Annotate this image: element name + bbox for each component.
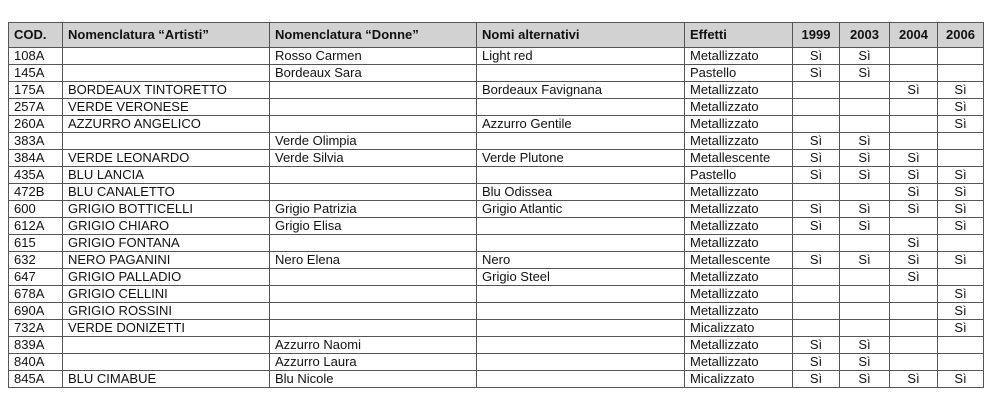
cod-cell: 145A [9,65,63,82]
nomi-alternativi-cell: Grigio Atlantic [477,201,685,218]
year-2003-cell [840,303,890,320]
year-2003-cell [840,82,890,99]
effetti-cell: Metallizzato [685,48,793,65]
table-row [9,116,984,133]
cod-cell: 383A [9,133,63,150]
header-effetti: Effetti [685,23,793,48]
effetti-cell: Metallizzato [685,116,793,133]
effetti-cell: Micalizzato [685,320,793,337]
donne-cell [270,286,477,303]
donne-cell: Grigio Elisa [270,218,477,235]
year-2004-cell: Sì [890,150,938,167]
year-2003-cell [840,320,890,337]
table-row [9,201,984,218]
year-2003-cell: Sì [840,167,890,184]
nomi-alternativi-cell: Verde Plutone [477,150,685,167]
effetti-cell: Metallizzato [685,133,793,150]
header-year-2004: 2004 [890,23,938,48]
table-row [9,82,984,99]
header-year-2003: 2003 [840,23,890,48]
year-2006-cell: Sì [938,82,984,99]
cod-cell: 257A [9,99,63,116]
donne-cell [270,82,477,99]
effetti-cell: Metallizzato [685,82,793,99]
effetti-cell: Micalizzato [685,371,793,388]
table-row [9,337,984,354]
year-2004-cell [890,116,938,133]
year-1999-cell: Sì [793,371,840,388]
year-2004-cell [890,218,938,235]
artisti-cell: GRIGIO CHIARO [63,218,270,235]
year-2006-cell: Sì [938,167,984,184]
donne-cell [270,184,477,201]
year-2006-cell: Sì [938,371,984,388]
year-2003-cell: Sì [840,252,890,269]
header-year-1999: 1999 [793,23,840,48]
donne-cell [270,235,477,252]
year-2003-cell [840,184,890,201]
year-1999-cell: Sì [793,65,840,82]
cod-cell: 840A [9,354,63,371]
artisti-cell: BLU CANALETTO [63,184,270,201]
year-2004-cell [890,286,938,303]
year-2004-cell: Sì [890,252,938,269]
year-2003-cell: Sì [840,337,890,354]
year-2004-cell [890,320,938,337]
cod-cell: 472B [9,184,63,201]
artisti-cell: GRIGIO FONTANA [63,235,270,252]
year-2003-cell: Sì [840,354,890,371]
table-body [9,48,984,388]
donne-cell [270,167,477,184]
header-nomi-alternativi: Nomi alternativi [477,23,685,48]
year-2003-cell [840,286,890,303]
donne-cell: Blu Nicole [270,371,477,388]
year-2006-cell [938,235,984,252]
cod-cell: 108A [9,48,63,65]
artisti-cell [63,65,270,82]
artisti-cell: AZZURRO ANGELICO [63,116,270,133]
year-1999-cell: Sì [793,201,840,218]
header-cod: COD. [9,23,63,48]
year-2006-cell: Sì [938,320,984,337]
year-2003-cell: Sì [840,218,890,235]
effetti-cell: Metallizzato [685,218,793,235]
donne-cell [270,320,477,337]
nomi-alternativi-cell: Bordeaux Favignana [477,82,685,99]
donne-cell: Nero Elena [270,252,477,269]
year-2004-cell: Sì [890,371,938,388]
artisti-cell: VERDE DONIZETTI [63,320,270,337]
nomi-alternativi-cell: Blu Odissea [477,184,685,201]
year-2003-cell: Sì [840,201,890,218]
table-row [9,167,984,184]
table-row [9,303,984,320]
nomi-alternativi-cell [477,167,685,184]
header-year-2006: 2006 [938,23,984,48]
donne-cell [270,116,477,133]
nomi-alternativi-cell: Azzurro Gentile [477,116,685,133]
artisti-cell: GRIGIO ROSSINI [63,303,270,320]
artisti-cell [63,354,270,371]
year-2006-cell [938,150,984,167]
year-2003-cell: Sì [840,133,890,150]
year-1999-cell: Sì [793,48,840,65]
table-row [9,184,984,201]
year-2006-cell [938,337,984,354]
nomi-alternativi-cell: Light red [477,48,685,65]
effetti-cell: Metallizzato [685,269,793,286]
year-1999-cell [793,82,840,99]
artisti-cell: VERDE LEONARDO [63,150,270,167]
artisti-cell: GRIGIO CELLINI [63,286,270,303]
year-1999-cell [793,99,840,116]
table-row [9,235,984,252]
year-1999-cell [793,320,840,337]
year-2006-cell [938,354,984,371]
year-1999-cell: Sì [793,167,840,184]
table-row [9,218,984,235]
header-row [9,23,984,48]
donne-cell: Bordeaux Sara [270,65,477,82]
year-2006-cell [938,48,984,65]
year-2004-cell: Sì [890,184,938,201]
year-2006-cell: Sì [938,201,984,218]
year-2003-cell: Sì [840,371,890,388]
nomi-alternativi-cell: Nero [477,252,685,269]
year-1999-cell: Sì [793,354,840,371]
nomi-alternativi-cell [477,354,685,371]
table-row [9,48,984,65]
year-2006-cell: Sì [938,218,984,235]
nomi-alternativi-cell: Grigio Steel [477,269,685,286]
cod-cell: 732A [9,320,63,337]
table-row [9,99,984,116]
nomi-alternativi-cell [477,65,685,82]
year-1999-cell [793,303,840,320]
artisti-cell: GRIGIO BOTTICELLI [63,201,270,218]
nomi-alternativi-cell [477,303,685,320]
effetti-cell: Metallizzato [685,337,793,354]
year-1999-cell: Sì [793,252,840,269]
year-2006-cell [938,133,984,150]
effetti-cell: Metallizzato [685,184,793,201]
donne-cell [270,99,477,116]
year-2006-cell [938,65,984,82]
year-2006-cell [938,269,984,286]
year-1999-cell: Sì [793,133,840,150]
year-1999-cell [793,269,840,286]
cod-cell: 678A [9,286,63,303]
table-row [9,269,984,286]
artisti-cell: GRIGIO PALLADIO [63,269,270,286]
table-header [9,23,984,48]
year-2004-cell [890,303,938,320]
year-2003-cell [840,116,890,133]
year-2004-cell: Sì [890,167,938,184]
year-2004-cell [890,65,938,82]
year-2003-cell: Sì [840,48,890,65]
year-2004-cell [890,48,938,65]
cod-cell: 384A [9,150,63,167]
year-2006-cell: Sì [938,116,984,133]
year-2006-cell: Sì [938,252,984,269]
artisti-cell: BLU LANCIA [63,167,270,184]
cod-cell: 632 [9,252,63,269]
year-1999-cell [793,116,840,133]
table-row [9,286,984,303]
year-2003-cell: Sì [840,150,890,167]
artisti-cell: VERDE VERONESE [63,99,270,116]
artisti-cell: BORDEAUX TINTORETTO [63,82,270,99]
artisti-cell: NERO PAGANINI [63,252,270,269]
table-row [9,65,984,82]
nomi-alternativi-cell [477,320,685,337]
year-2006-cell: Sì [938,286,984,303]
year-2004-cell: Sì [890,201,938,218]
year-1999-cell: Sì [793,337,840,354]
nomi-alternativi-cell [477,133,685,150]
year-2003-cell [840,99,890,116]
nomi-alternativi-cell [477,235,685,252]
year-2006-cell: Sì [938,184,984,201]
header-nomenclatura-artisti: Nomenclatura “Artisti” [63,23,270,48]
donne-cell [270,303,477,320]
artisti-cell [63,337,270,354]
nomi-alternativi-cell [477,286,685,303]
year-2006-cell: Sì [938,303,984,320]
cod-cell: 612A [9,218,63,235]
table-row [9,150,984,167]
nomi-alternativi-cell [477,99,685,116]
cod-cell: 600 [9,201,63,218]
year-2004-cell [890,354,938,371]
year-1999-cell [793,235,840,252]
donne-cell: Verde Olimpia [270,133,477,150]
year-2003-cell [840,235,890,252]
effetti-cell: Metallizzato [685,303,793,320]
artisti-cell: BLU CIMABUE [63,371,270,388]
donne-cell: Azzurro Naomi [270,337,477,354]
effetti-cell: Metallizzato [685,201,793,218]
donne-cell [270,269,477,286]
year-2004-cell [890,337,938,354]
effetti-cell: Metallescente [685,252,793,269]
year-2004-cell [890,133,938,150]
nomi-alternativi-cell [477,218,685,235]
cod-cell: 845A [9,371,63,388]
cod-cell: 175A [9,82,63,99]
effetti-cell: Metallizzato [685,286,793,303]
year-2003-cell: Sì [840,65,890,82]
year-2004-cell: Sì [890,82,938,99]
effetti-cell: Metallizzato [685,99,793,116]
cod-cell: 690A [9,303,63,320]
artisti-cell [63,133,270,150]
year-2003-cell [840,269,890,286]
year-1999-cell: Sì [793,150,840,167]
cod-cell: 260A [9,116,63,133]
year-2004-cell: Sì [890,269,938,286]
table-row [9,320,984,337]
year-1999-cell [793,184,840,201]
color-codes-table-container [8,22,984,388]
donne-cell: Azzurro Laura [270,354,477,371]
artisti-cell [63,48,270,65]
year-2006-cell: Sì [938,99,984,116]
table-row [9,371,984,388]
effetti-cell: Metallescente [685,150,793,167]
year-1999-cell [793,286,840,303]
color-codes-table [8,22,984,388]
cod-cell: 435A [9,167,63,184]
effetti-cell: Metallizzato [685,354,793,371]
header-nomenclatura-donne: Nomenclatura “Donne” [270,23,477,48]
year-2004-cell: Sì [890,235,938,252]
nomi-alternativi-cell [477,337,685,354]
nomi-alternativi-cell [477,371,685,388]
effetti-cell: Pastello [685,65,793,82]
table-row [9,354,984,371]
year-1999-cell: Sì [793,218,840,235]
table-row [9,133,984,150]
cod-cell: 647 [9,269,63,286]
year-2004-cell [890,99,938,116]
donne-cell: Grigio Patrizia [270,201,477,218]
donne-cell: Verde Silvia [270,150,477,167]
cod-cell: 839A [9,337,63,354]
effetti-cell: Pastello [685,167,793,184]
effetti-cell: Metallizzato [685,235,793,252]
donne-cell: Rosso Carmen [270,48,477,65]
table-row [9,252,984,269]
cod-cell: 615 [9,235,63,252]
